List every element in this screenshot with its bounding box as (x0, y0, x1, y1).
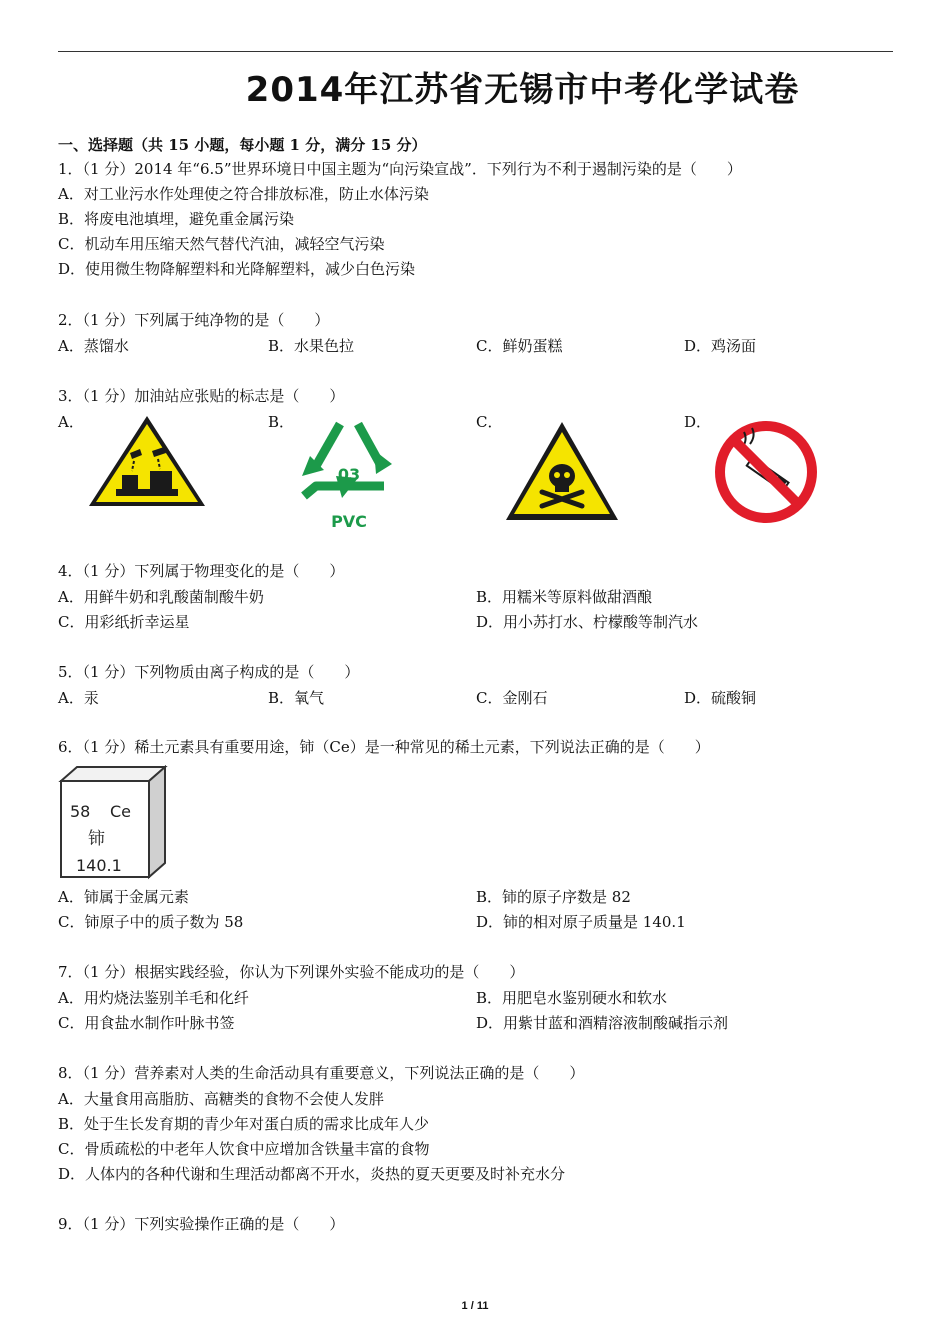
q1-option-a: A．对工业污水作处理使之符合排放标准，防止水体污染 (58, 185, 429, 203)
q7-option-a: A．用灼烧法鉴别羊毛和化纤 (58, 989, 249, 1007)
q8-option-a: A．大量食用高脂肪、高糖类的食物不会使人发胖 (58, 1090, 384, 1108)
q1-option-b: B．将废电池填埋，避免重金属污染 (58, 210, 295, 228)
toxic-warning-icon (504, 420, 620, 522)
q5-option-b: B．氧气 (268, 689, 325, 707)
section-heading: 一、选择题（共 15 小题，每小题 1 分，满分 15 分） (58, 136, 427, 154)
q7-option-b: B．用肥皂水鉴别硬水和软水 (476, 989, 668, 1007)
q3-label-a: A． (58, 413, 84, 431)
element-symbol: Ce (110, 802, 132, 821)
q7-option-c: C．用食盐水制作叶脉书签 (58, 1014, 235, 1032)
q5-stem: 5．（1 分）下列物质由离子构成的是（ ） (58, 663, 360, 681)
q5-option-a: A．汞 (58, 689, 99, 707)
q8-option-c: C．骨质疏松的中老年人饮食中应增加含铁量丰富的食物 (58, 1140, 430, 1158)
q5-option-d: D．硫酸铜 (684, 689, 757, 707)
page-title: 2014年江苏省无锡市中考化学试卷 (245, 70, 800, 110)
q4-option-a: A．用鲜牛奶和乳酸菌制酸牛奶 (58, 588, 264, 606)
no-smoking-icon (712, 418, 820, 526)
recycle-text: PVC (331, 512, 367, 531)
q7-stem: 7．（1 分）根据实践经验，你认为下列课外实验不能成功的是（ ） (58, 963, 525, 981)
pvc-recycle-icon (296, 414, 402, 532)
element-number: 58 (70, 802, 91, 821)
q3-label-d: D． (684, 413, 712, 431)
q4-option-b: B．用糯米等原料做甜酒酿 (476, 588, 653, 606)
q2-stem: 2．（1 分）下列属于纯净物的是（ ） (58, 311, 330, 329)
q6-stem: 6．（1 分）稀土元素具有重要用途，铈（Ce）是一种常见的稀土元素，下列说法正确的是（ ） (58, 738, 710, 756)
q7-option-d: D．用紫甘蓝和酒精溶液制酸碱指示剂 (476, 1014, 729, 1032)
q6-option-b: B．铈的原子序数是 82 (476, 888, 631, 906)
q1-option-c: C．机动车用压缩天然气替代汽油，减轻空气污染 (58, 235, 385, 253)
element-mass: 140.1 (76, 856, 122, 875)
q9-stem: 9．（1 分）下列实验操作正确的是（ ） (58, 1215, 345, 1233)
q1-option-d: D．使用微生物降解塑料和光降解塑料，减少白色污染 (58, 260, 416, 278)
recycle-number: 03 (337, 465, 361, 484)
page-number: 1 / 11 (461, 1300, 489, 1312)
q5-option-c: C．金刚石 (476, 689, 548, 707)
cerium-element-card (58, 765, 170, 881)
q6-option-a: A．铈属于金属元素 (58, 888, 189, 906)
q8-option-d: D．人体内的各种代谢和生理活动都离不开水，炎热的夏天更要及时补充水分 (58, 1165, 566, 1183)
q3-stem: 3．（1 分）加油站应张贴的标志是（ ） (58, 387, 345, 405)
corrosive-warning-icon (86, 413, 208, 509)
q3-label-b: B． (268, 413, 295, 431)
q2-option-d: D．鸡汤面 (684, 337, 757, 355)
q3-label-c: C． (476, 413, 503, 431)
element-name: 铈 (88, 829, 105, 849)
q1-stem: 1．（1 分）2014 年“6.5”世界环境日中国主题为“向污染宣战”．下列行为不利于遏制污染的是（ ） (58, 160, 742, 178)
q2-option-c: C．鲜奶蛋糕 (476, 337, 563, 355)
q6-option-d: D．铈的相对原子质量是 140.1 (476, 913, 686, 931)
q8-stem: 8．（1 分）营养素对人类的生命活动具有重要意义，下列说法正确的是（ ） (58, 1064, 585, 1082)
header-rule (58, 51, 893, 52)
q2-option-a: A．蒸馏水 (58, 337, 129, 355)
q2-option-b: B．水果色拉 (268, 337, 355, 355)
q8-option-b: B．处于生长发育期的青少年对蛋白质的需求比成年人少 (58, 1115, 430, 1133)
q6-option-c: C．铈原子中的质子数为 58 (58, 913, 244, 931)
q4-stem: 4．（1 分）下列属于物理变化的是（ ） (58, 562, 345, 580)
q4-option-d: D．用小苏打水、柠檬酸等制汽水 (476, 613, 699, 631)
q4-option-c: C．用彩纸折幸运星 (58, 613, 190, 631)
